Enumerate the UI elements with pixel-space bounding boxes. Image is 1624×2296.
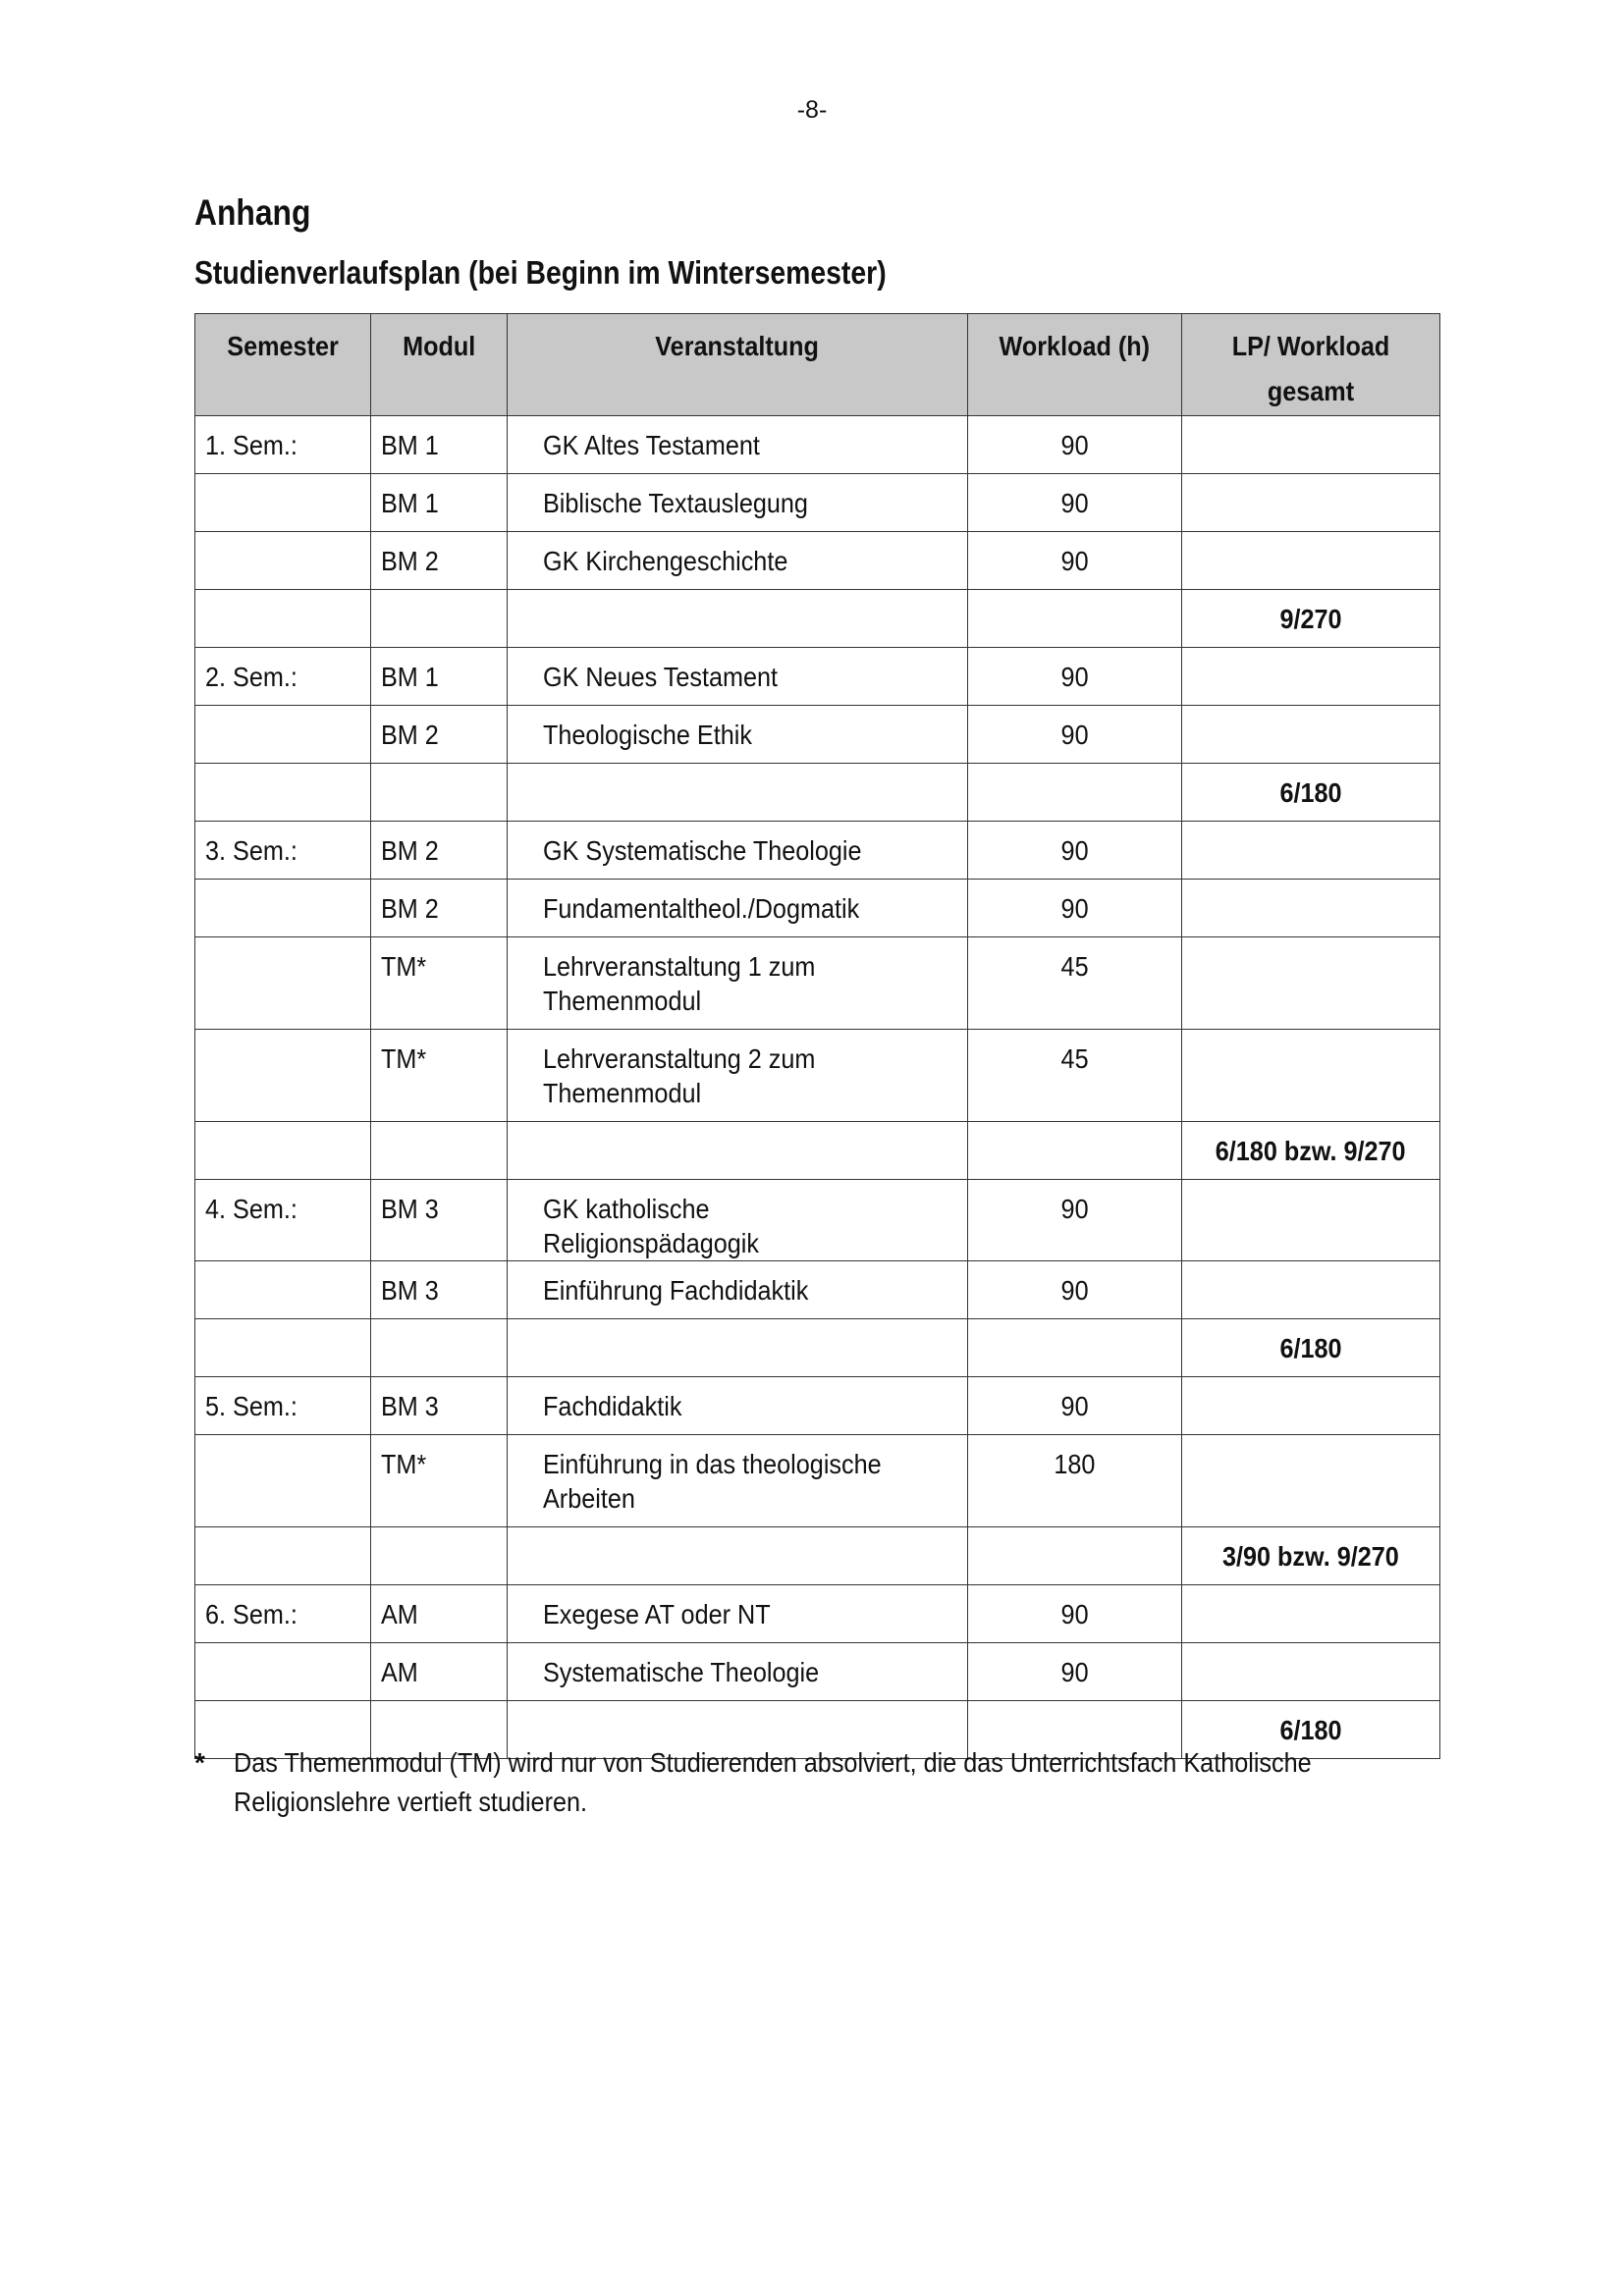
cell-workload: 90 — [968, 532, 1182, 590]
cell-veranstaltung: Fundamentaltheol./Dogmatik — [508, 880, 968, 937]
cell-semester: 5. Sem.: — [195, 1377, 371, 1435]
cell-workload — [968, 764, 1182, 822]
cell-lp-total: 6/180 — [1182, 764, 1440, 822]
cell-veranstaltung — [508, 764, 968, 822]
cell-veranstaltung — [508, 590, 968, 648]
cell-lp-total: 6/180 — [1182, 1319, 1440, 1377]
cell-semester: 3. Sem.: — [195, 822, 371, 880]
header-lp-workload: LP/ Workload gesamt — [1182, 314, 1440, 416]
table-row — [195, 1122, 1440, 1180]
cell-workload — [968, 1122, 1182, 1180]
cell-semester: 1. Sem.: — [195, 416, 371, 474]
cell-veranstaltung: GK katholische Religionspädagogik — [508, 1180, 968, 1261]
cell-lp-total — [1182, 532, 1440, 590]
cell-lp-total — [1182, 937, 1440, 1030]
cell-modul: TM* — [371, 937, 508, 1030]
cell-modul: BM 3 — [371, 1180, 508, 1261]
cell-modul — [371, 1319, 508, 1377]
cell-workload: 90 — [968, 474, 1182, 532]
table-row — [195, 880, 1440, 937]
cell-semester — [195, 1030, 371, 1122]
cell-modul — [371, 1122, 508, 1180]
cell-modul: BM 3 — [371, 1261, 508, 1319]
cell-veranstaltung: Fachdidaktik — [508, 1377, 968, 1435]
cell-workload — [968, 590, 1182, 648]
cell-lp-total — [1182, 1261, 1440, 1319]
cell-veranstaltung: Biblische Textauslegung — [508, 474, 968, 532]
cell-veranstaltung: Systematische Theologie — [508, 1643, 968, 1701]
cell-lp-total — [1182, 648, 1440, 706]
cell-semester — [195, 1435, 371, 1527]
table-row — [195, 1180, 1440, 1261]
cell-semester: 6. Sem.: — [195, 1585, 371, 1643]
cell-veranstaltung — [508, 1527, 968, 1585]
cell-lp-total: 6/180 bzw. 9/270 — [1182, 1122, 1440, 1180]
header-workload: Workload (h) — [968, 314, 1182, 416]
cell-lp-total: 6/180 — [1182, 1701, 1440, 1759]
cell-modul: BM 2 — [371, 880, 508, 937]
cell-workload: 90 — [968, 822, 1182, 880]
cell-lp-total: 9/270 — [1182, 590, 1440, 648]
header-veranstaltung: Veranstaltung — [508, 314, 968, 416]
section-title: Studienverlaufsplan (bei Beginn im Wintersemester) — [194, 254, 887, 291]
table-row — [195, 648, 1440, 706]
table-row — [195, 1527, 1440, 1585]
cell-veranstaltung: Lehrveranstaltung 2 zum Themenmodul — [508, 1030, 968, 1122]
header-semester: Semester — [195, 314, 371, 416]
cell-modul: BM 2 — [371, 822, 508, 880]
cell-workload: 90 — [968, 1180, 1182, 1261]
cell-veranstaltung: GK Systematische Theologie — [508, 822, 968, 880]
cell-veranstaltung: Lehrveranstaltung 1 zum Themenmodul — [508, 937, 968, 1030]
cell-modul — [371, 590, 508, 648]
cell-semester — [195, 880, 371, 937]
cell-modul: BM 1 — [371, 474, 508, 532]
table-row — [195, 590, 1440, 648]
table-row — [195, 764, 1440, 822]
cell-semester — [195, 1527, 371, 1585]
cell-lp-total: 3/90 bzw. 9/270 — [1182, 1527, 1440, 1585]
cell-workload: 90 — [968, 1585, 1182, 1643]
cell-workload: 90 — [968, 706, 1182, 764]
cell-veranstaltung: Exegese AT oder NT — [508, 1585, 968, 1643]
cell-semester — [195, 1261, 371, 1319]
cell-lp-total — [1182, 1585, 1440, 1643]
table-row — [195, 1377, 1440, 1435]
cell-semester — [195, 706, 371, 764]
table-row — [195, 1261, 1440, 1319]
cell-workload — [968, 1527, 1182, 1585]
table-row — [195, 1030, 1440, 1122]
cell-lp-total — [1182, 706, 1440, 764]
cell-veranstaltung: GK Neues Testament — [508, 648, 968, 706]
cell-lp-total — [1182, 822, 1440, 880]
cell-workload: 90 — [968, 1261, 1182, 1319]
header-modul: Modul — [371, 314, 508, 416]
cell-lp-total — [1182, 1643, 1440, 1701]
cell-veranstaltung: Einführung in das theologische Arbeiten — [508, 1435, 968, 1527]
cell-semester: 4. Sem.: — [195, 1180, 371, 1261]
cell-semester — [195, 937, 371, 1030]
cell-semester — [195, 764, 371, 822]
table-row — [195, 822, 1440, 880]
table-row — [195, 1435, 1440, 1527]
cell-modul — [371, 764, 508, 822]
cell-modul: AM — [371, 1585, 508, 1643]
cell-modul: BM 1 — [371, 648, 508, 706]
cell-veranstaltung — [508, 1122, 968, 1180]
cell-workload: 90 — [968, 1377, 1182, 1435]
cell-lp-total — [1182, 1377, 1440, 1435]
cell-lp-total — [1182, 1180, 1440, 1261]
cell-modul — [371, 1527, 508, 1585]
page-number: -8- — [796, 96, 828, 124]
cell-semester — [195, 1643, 371, 1701]
cell-workload: 90 — [968, 1643, 1182, 1701]
table-row — [195, 937, 1440, 1030]
cell-workload: 180 — [968, 1435, 1182, 1527]
table-row — [195, 1643, 1440, 1701]
table-row — [195, 1319, 1440, 1377]
cell-lp-total — [1182, 1030, 1440, 1122]
table-row — [195, 416, 1440, 474]
page-title: Anhang — [194, 192, 311, 233]
cell-semester — [195, 1122, 371, 1180]
cell-lp-total — [1182, 416, 1440, 474]
footnote-text: Das Themenmodul (TM) wird nur von Studierenden absolviert, die das Unterrichtsfach Katholische Religionslehre vertieft studieren. — [234, 1747, 1312, 1817]
cell-modul: AM — [371, 1643, 508, 1701]
cell-semester — [195, 532, 371, 590]
cell-veranstaltung: GK Kirchengeschichte — [508, 532, 968, 590]
cell-modul: BM 3 — [371, 1377, 508, 1435]
cell-lp-total — [1182, 1435, 1440, 1527]
cell-veranstaltung: Einführung Fachdidaktik — [508, 1261, 968, 1319]
table-row — [195, 1585, 1440, 1643]
footnote — [194, 1743, 1439, 1822]
cell-veranstaltung: GK Altes Testament — [508, 416, 968, 474]
cell-semester — [195, 1319, 371, 1377]
cell-semester — [195, 474, 371, 532]
cell-workload: 90 — [968, 648, 1182, 706]
cell-veranstaltung — [508, 1319, 968, 1377]
cell-semester: 2. Sem.: — [195, 648, 371, 706]
cell-lp-total — [1182, 474, 1440, 532]
table-row — [195, 532, 1440, 590]
cell-modul: TM* — [371, 1435, 508, 1527]
cell-semester — [195, 590, 371, 648]
cell-workload — [968, 1319, 1182, 1377]
cell-workload: 45 — [968, 1030, 1182, 1122]
cell-modul: BM 1 — [371, 416, 508, 474]
cell-modul: TM* — [371, 1030, 508, 1122]
cell-workload: 90 — [968, 880, 1182, 937]
cell-modul: BM 2 — [371, 532, 508, 590]
table-row — [195, 706, 1440, 764]
cell-lp-total — [1182, 880, 1440, 937]
table-header-row — [195, 314, 1440, 416]
table-row — [195, 474, 1440, 532]
cell-veranstaltung: Theologische Ethik — [508, 706, 968, 764]
cell-modul: BM 2 — [371, 706, 508, 764]
cell-workload: 90 — [968, 416, 1182, 474]
cell-workload: 45 — [968, 937, 1182, 1030]
study-plan-table — [194, 313, 1440, 1759]
footnote-mark: * — [194, 1747, 205, 1778]
